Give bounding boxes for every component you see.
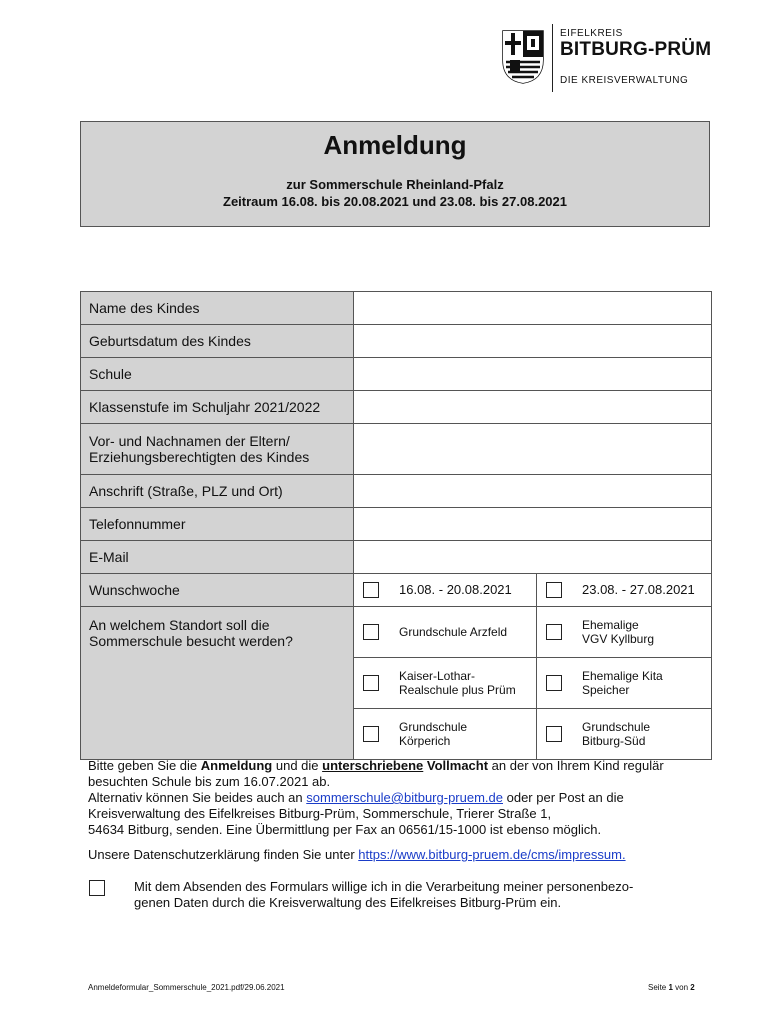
- checkbox[interactable]: [546, 726, 562, 742]
- form-row: [81, 424, 712, 475]
- parents-name-field[interactable]: [354, 424, 712, 475]
- email-link[interactable]: sommerschule@bitburg-pruem.de: [306, 790, 503, 805]
- page-number: Seite 1 von 2: [648, 983, 695, 992]
- child-name-field[interactable]: [354, 292, 712, 325]
- week-option-2[interactable]: [537, 574, 712, 607]
- grade-field[interactable]: [354, 391, 712, 424]
- week-option-1[interactable]: [354, 574, 537, 607]
- consent-text: Mit dem Absenden des Formulars willige ich in die Verarbeitung meiner personenbezo- genen Daten durch die Kreisverwaltung des Eifelkreises Bitburg-Prüm ein.: [134, 879, 634, 910]
- footer-filename: Anmeldeformular_Sommerschule_2021.pdf/29.06.2021: [88, 983, 285, 992]
- page-title: Anmeldung: [323, 130, 467, 160]
- school-field[interactable]: [354, 358, 712, 391]
- period-text: Zeitraum 16.08. bis 20.08.2021 und 23.08. bis 27.08.2021: [223, 194, 567, 209]
- location-option-label: Grundschule Körperich: [399, 720, 468, 748]
- logo-bitburg-pruem: BITBURG-PRÜM: [560, 39, 712, 60]
- week-row: [81, 574, 712, 607]
- checkbox[interactable]: [546, 675, 562, 691]
- field-label: Name des Kindes: [81, 292, 354, 325]
- week-option-label: 23.08. - 27.08.2021: [582, 582, 695, 597]
- registration-form: [80, 291, 712, 760]
- location-option[interactable]: [354, 607, 537, 658]
- form-row: [81, 358, 712, 391]
- form-row: [81, 391, 712, 424]
- location-row: [81, 607, 712, 658]
- checkbox[interactable]: [363, 582, 379, 598]
- field-label: Anschrift (Straße, PLZ und Ort): [81, 475, 354, 508]
- field-label: [81, 607, 354, 760]
- location-option-label: Ehemalige Kita Speicher: [582, 669, 663, 697]
- coat-of-arms-icon: [502, 30, 544, 84]
- field-label-line: An welchem Standort soll die: [89, 617, 270, 633]
- field-label: Schule: [81, 358, 354, 391]
- field-label: E-Mail: [81, 541, 354, 574]
- location-option[interactable]: [354, 709, 537, 760]
- field-label: Wunschwoche: [81, 574, 354, 607]
- logo-kreisverwaltung: DIE KREISVERWALTUNG: [560, 75, 689, 86]
- privacy-text: Unsere Datenschutzerklärung finden Sie unter https://www.bitburg-pruem.de/cms/impressum.: [88, 847, 626, 862]
- location-option[interactable]: [537, 607, 712, 658]
- checkbox[interactable]: [546, 624, 562, 640]
- field-label-line: Erziehungsberechtigten des Kindes: [89, 449, 310, 465]
- field-label: Geburtsdatum des Kindes: [81, 325, 354, 358]
- form-row: [81, 541, 712, 574]
- privacy-link[interactable]: https://www.bitburg-pruem.de/cms/impressum.: [358, 847, 626, 862]
- field-label-line: Sommerschule besucht werden?: [89, 633, 293, 649]
- district-logo: [502, 24, 732, 94]
- birthdate-field[interactable]: [354, 325, 712, 358]
- location-option[interactable]: [354, 658, 537, 709]
- location-option-label: Kaiser-Lothar- Realschule plus Prüm: [399, 669, 516, 697]
- page-subtitle: zur Sommerschule Rheinland-Pfalz: [286, 177, 504, 192]
- checkbox[interactable]: [363, 726, 379, 742]
- week-option-label: 16.08. - 20.08.2021: [399, 582, 512, 597]
- checkbox[interactable]: [363, 624, 379, 640]
- logo-eifelkreis: EIFELKREIS: [560, 28, 623, 39]
- location-option[interactable]: [537, 658, 712, 709]
- logo-divider: [552, 24, 553, 92]
- location-option-label: Grundschule Arzfeld: [399, 625, 508, 639]
- field-label: [81, 424, 354, 475]
- form-row: [81, 475, 712, 508]
- checkbox[interactable]: [546, 582, 562, 598]
- location-option-label: Ehemalige VGV Kyllburg: [582, 618, 655, 646]
- title-box: [80, 121, 710, 227]
- address-field[interactable]: [354, 475, 712, 508]
- field-label-line: Vor- und Nachnamen der Eltern/: [89, 433, 290, 449]
- location-option[interactable]: [537, 709, 712, 760]
- phone-field[interactable]: [354, 508, 712, 541]
- form-row: [81, 292, 712, 325]
- checkbox[interactable]: [363, 675, 379, 691]
- form-row: [81, 325, 712, 358]
- location-option-label: Grundschule Bitburg-Süd: [582, 720, 651, 748]
- consent-checkbox[interactable]: [89, 880, 105, 896]
- email-field[interactable]: [354, 541, 712, 574]
- field-label: Klassenstufe im Schuljahr 2021/2022: [81, 391, 354, 424]
- instructions-text: Bitte geben Sie die Anmeldung und die unterschriebene Vollmacht an der von Ihrem Kind regulär besuchten Schule bis zum 16.07.2021 ab. Alternativ können Sie beides auch an sommerschule@bitburg-pruem.de oder per Post an die Kreisverwaltung des Eifelkreises Bitburg-Prüm, Sommerschule, Trierer Straße 1, 54634 Bitburg, senden. Eine Übermittlung per Fax an 06561/15-1000 ist ebenso möglich.: [88, 758, 664, 837]
- form-row: [81, 508, 712, 541]
- field-label: Telefonnummer: [81, 508, 354, 541]
